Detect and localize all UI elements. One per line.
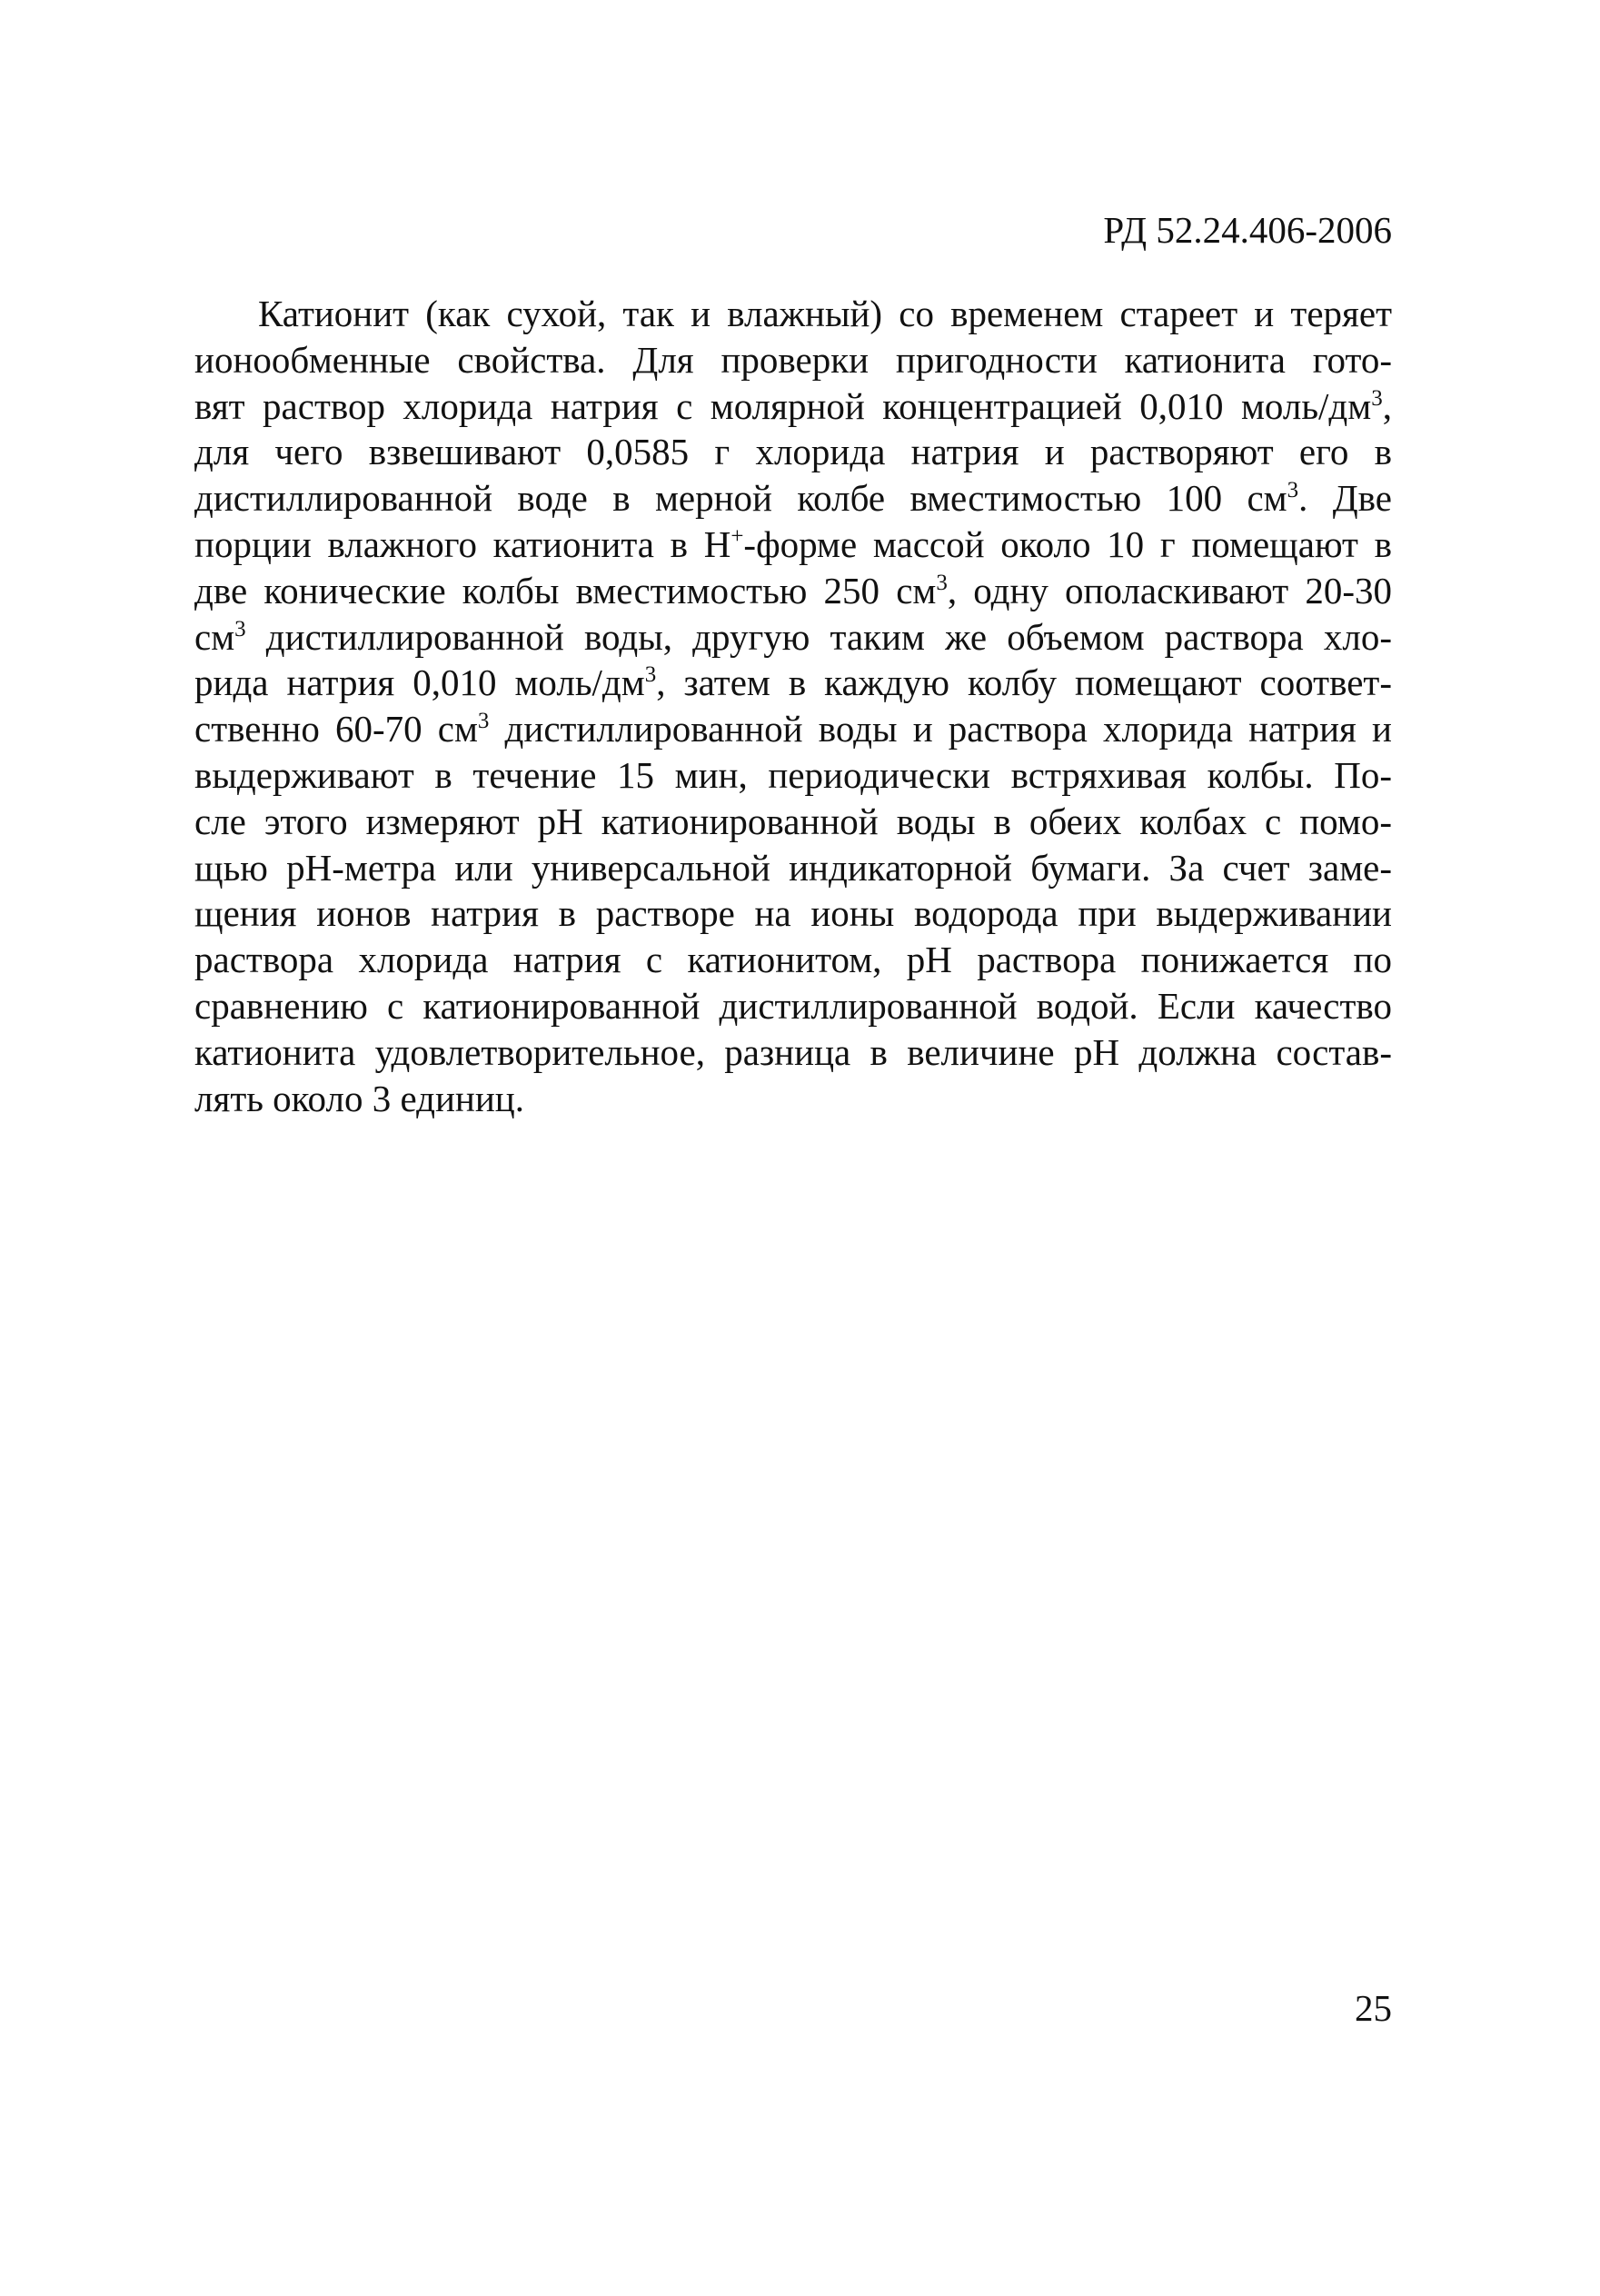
superscript: 3	[1371, 385, 1383, 411]
paragraph-line: раствора хлорида натрия с катионитом, рН раствора понижается по	[194, 939, 1392, 981]
paragraph-line: дистиллированной воде в мерной колбе вместимостью 100 $см^3$. Две	[194, 477, 1392, 520]
paragraph-line: сравнению с катионированной дистиллированной водой. Если качество	[194, 984, 1392, 1027]
body-paragraph	[194, 291, 1392, 1121]
paragraph-line: порции влажного катионита в Н+-форме массой около 10 г помещают в	[194, 522, 1392, 565]
paragraph-line: Катионит (как сухой, так и влажный) со временем стареет и теряет	[258, 293, 1392, 334]
superscript: 3	[234, 616, 246, 641]
paragraph-line: сле этого измеряют рН катионированной воды в обеих колбах с помо-	[194, 800, 1392, 842]
page-number: 25	[1355, 1987, 1392, 2029]
document-code: РД 52.24.406-2006	[1103, 209, 1392, 251]
paragraph-line: ственно 60-70 $см^3$ дистиллированной воды и раствора хлорида натрия и	[194, 708, 1392, 750]
paragraph-line: выдерживают в течение 15 мин, периодически встряхивая колбы. По-	[194, 753, 1392, 796]
paragraph-line: две конические колбы вместимостью 250 $см^3$, одну ополаскивают 20-30	[194, 569, 1392, 611]
superscript: 3	[1287, 478, 1299, 503]
paragraph-line: ионообменные свойства. Для проверки пригодности катионита гото-	[194, 338, 1392, 381]
superscript: 3	[936, 570, 948, 595]
paragraph-line: щения ионов натрия в растворе на ионы водорода при выдерживании	[194, 892, 1392, 935]
paragraph-line: вят раствор хлорида натрия с молярной концентрацией 0,010 моль/$дм^3$,	[194, 384, 1392, 427]
superscript: +	[730, 523, 744, 549]
paragraph-line: катионита удовлетворительное, разница в величине рН должна состав-	[194, 1030, 1392, 1073]
superscript: 3	[477, 709, 490, 734]
paragraph-line: для чего взвешивают 0,0585 г хлорида натрия и растворяют его в	[194, 431, 1392, 473]
paragraph-line: рида натрия 0,010 моль/$дм^3$, затем в каждую колбу помещают соответ-	[194, 661, 1392, 704]
paragraph-line: $см^3$ дистиллированной воды, другую таким же объемом раствора хло-	[194, 615, 1392, 658]
superscript: 3	[644, 662, 657, 688]
paragraph-line: щью рН-метра или универсальной индикаторной бумаги. За счет заме-	[194, 846, 1392, 889]
paragraph-line: лять около 3 единиц.	[194, 1077, 524, 1119]
